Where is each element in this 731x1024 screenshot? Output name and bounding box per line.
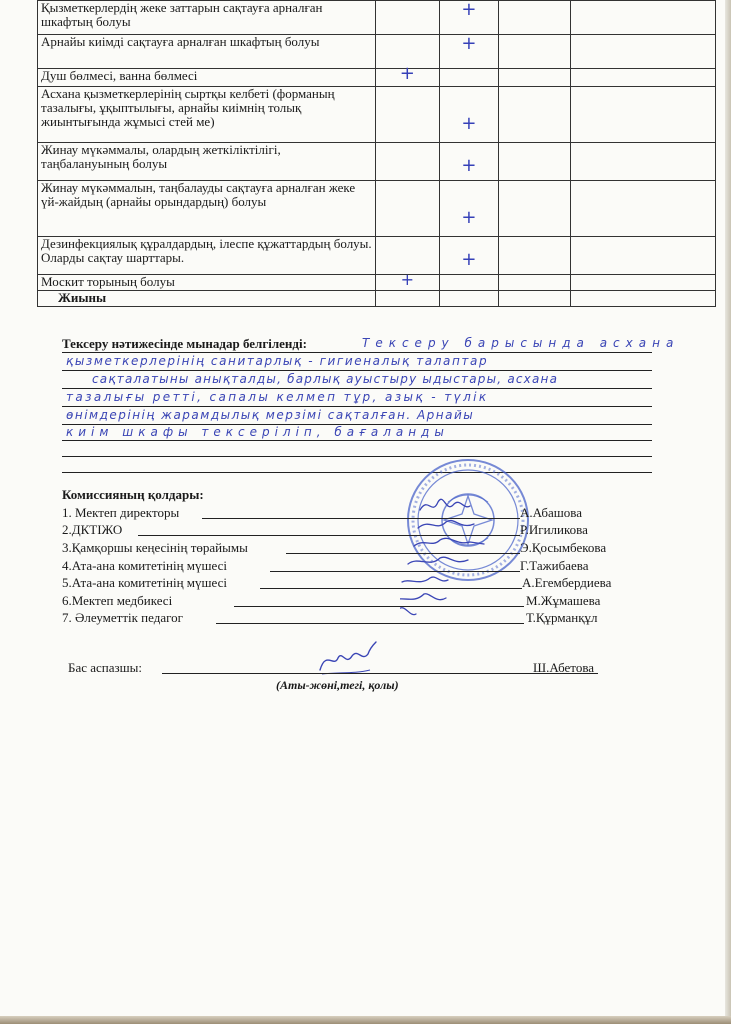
member-role: 6.Мектеп медбикесі bbox=[62, 593, 173, 608]
plus-mark: + bbox=[399, 63, 415, 84]
signatures-drawing bbox=[400, 488, 530, 638]
member-role: 2.ДКТІЖО bbox=[62, 522, 123, 537]
table-row bbox=[38, 35, 716, 69]
row-name: Қызметкерлердің жеке заттарын сақтауға арналған шкафтың болуы bbox=[38, 1, 376, 35]
member-name: Т.Құрманқұл bbox=[526, 610, 598, 625]
mark-cell bbox=[376, 1, 439, 35]
row-name: Жинау мүкәммалын, таңбалауды сақтауға арналған жеке үй-жайдың (арнайы орындардың) болуы bbox=[38, 181, 376, 237]
table-row bbox=[38, 143, 716, 181]
plus-mark: + bbox=[400, 270, 414, 289]
plus-mark: + bbox=[461, 249, 477, 270]
plus-mark: + bbox=[461, 155, 477, 176]
plus-mark: + bbox=[461, 113, 477, 134]
member-row bbox=[62, 522, 652, 538]
member-name: Р.Игиликова bbox=[520, 522, 588, 537]
member-role: 4.Ата-ана комитетінің мүшесі bbox=[62, 558, 228, 573]
member-row bbox=[62, 575, 652, 591]
row-name: Дезинфекциялық құралдардың, ілеспе құжаттардың болуы. Оларды сақтау шарттары. bbox=[38, 237, 376, 275]
page-edge bbox=[0, 1016, 731, 1024]
handwritten-line: қызметкерлерінің санитарлық - гигиеналық талаптар bbox=[66, 354, 489, 368]
member-row bbox=[62, 593, 652, 609]
mark-cell bbox=[439, 1, 499, 35]
plus-mark: + bbox=[461, 207, 477, 228]
handwritten-line: киім шкафы тексеріліп, бағаланды bbox=[66, 425, 449, 439]
row-name: Асхана қызметкерлерінің сыртқы келбеті (форманың тазалығы, ұқыптылығы, арнайы киімнің толық жиынтығында жұмысі стей ме) bbox=[38, 87, 376, 143]
table-total-row bbox=[38, 291, 716, 307]
handwritten-line: тазалығы ретті, сапалы келмеп тұр, азық - түлік bbox=[66, 390, 489, 404]
head-cook-signature bbox=[312, 640, 382, 680]
table-row bbox=[38, 69, 716, 87]
commission-title: Комиссияның қолдары: bbox=[62, 487, 204, 502]
member-name: А.Егембердиева bbox=[522, 575, 612, 590]
plus-mark: + bbox=[461, 33, 477, 54]
row-name: Жинау мүкәммалы, олардың жеткіліктілігі, таңбалануының болуы bbox=[38, 143, 376, 181]
findings-label: Тексеру нәтижесінде мынадар белгіленді: bbox=[62, 336, 307, 351]
table-row bbox=[38, 87, 716, 143]
member-row bbox=[62, 610, 652, 626]
member-name: М.Жұмашева bbox=[526, 593, 601, 608]
row-name: Душ бөлмесі, ванна бөлмесі bbox=[38, 69, 376, 87]
member-row bbox=[62, 505, 652, 521]
table-row bbox=[38, 275, 716, 291]
head-cook-role: Бас аспазшы: bbox=[68, 660, 143, 675]
total-label: Жиыны bbox=[38, 291, 376, 307]
signature-caption: (Аты-жөні,тегі, қолы) bbox=[276, 678, 399, 692]
table-row bbox=[38, 1, 716, 35]
member-row bbox=[62, 558, 652, 574]
checklist-table bbox=[37, 0, 716, 307]
member-name: А.Абашова bbox=[520, 505, 582, 520]
member-role: 1. Мектеп директоры bbox=[62, 505, 180, 520]
page-edge bbox=[725, 0, 731, 1024]
head-cook-name: Ш.Абетова bbox=[533, 660, 595, 675]
handwritten-line: Тексеру барысында асхана bbox=[362, 336, 680, 350]
member-row bbox=[62, 540, 652, 556]
handwritten-line: өнімдерінің жарамдылық мерзімі сақталған. Арнайы bbox=[66, 408, 475, 422]
row-name: Москит торының болуы bbox=[38, 275, 376, 291]
member-role: 7. Әлеуметтік педагог bbox=[62, 610, 183, 625]
table-row bbox=[38, 181, 716, 237]
handwritten-line: сақталатыны анықталды, барлық ауыстыру ыдыстары, асхана bbox=[92, 372, 559, 386]
table-row bbox=[38, 237, 716, 275]
member-role: 3.Қамқоршы кеңесінің төрайымы bbox=[62, 540, 248, 555]
plus-mark: + bbox=[461, 0, 477, 20]
member-name: Г.Тажибаева bbox=[520, 558, 589, 573]
member-role: 5.Ата-ана комитетінің мүшесі bbox=[62, 575, 228, 590]
row-name: Арнайы киімді сақтауға арналған шкафтың болуы bbox=[38, 35, 376, 69]
member-name: Э.Қосымбекова bbox=[520, 540, 607, 555]
